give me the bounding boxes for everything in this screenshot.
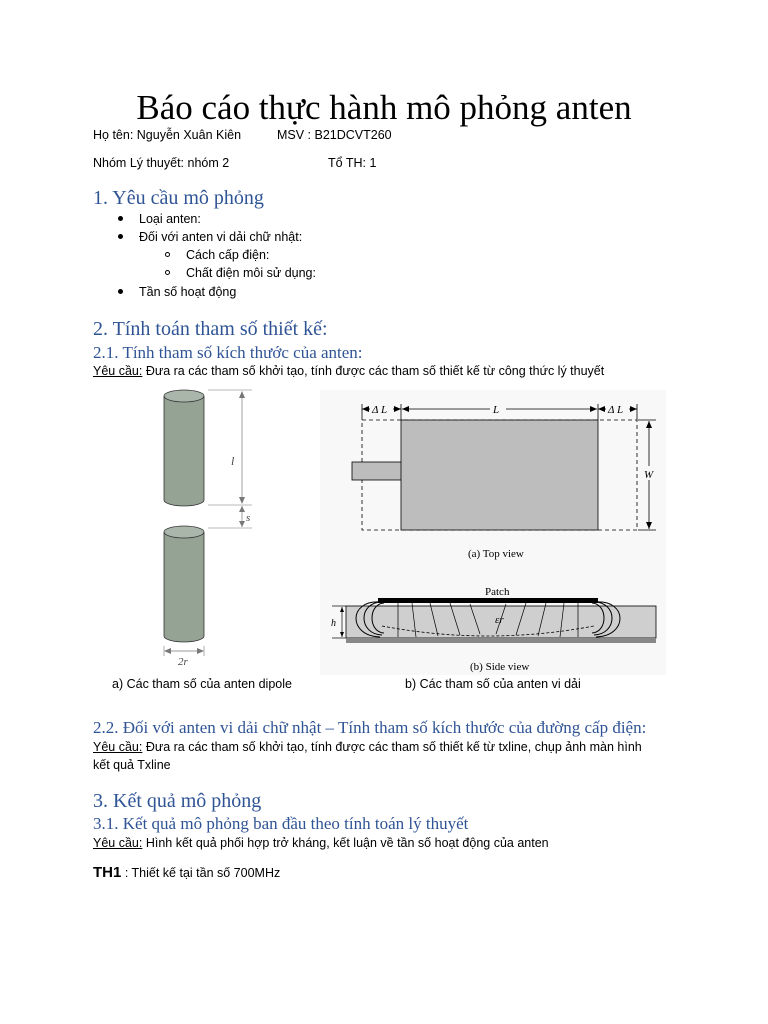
list-item-microstrip: Đối với anten vi dải chữ nhật: [139, 230, 303, 244]
bullet-icon [118, 289, 123, 294]
requirement-text: Đưa ra các tham số khởi tạo, tính được các tham số thiết kế từ công thức lý thuyết [142, 364, 605, 378]
delta-l-right-label: Δ L [608, 404, 624, 416]
list-item-frequency: Tần số hoạt động [139, 285, 237, 299]
case-1-text: : Thiết kế tại tần số 700MHz [121, 866, 281, 880]
section-1-heading: 1. Yêu cầu mô phỏng [93, 187, 264, 209]
list-item-antenna-type: Loại anten: [139, 212, 201, 226]
theory-group: Nhóm Lý thuyết: nhóm 2 [93, 156, 230, 170]
section-2-2-requirement-cont: kết quả Txline [93, 758, 171, 772]
patch-label: Patch [485, 586, 510, 598]
section-2-2-requirement [93, 739, 642, 755]
patch-figure-caption: b) Các tham số của anten vi dải [405, 677, 581, 691]
requirement-label: Yêu cầu: [93, 740, 143, 754]
section-2-1-heading: 2.1. Tính tham số kích thước của anten: [93, 343, 363, 362]
case-1-label: TH1 [93, 864, 122, 881]
dipole-upper-top [164, 390, 204, 402]
width-label: W [644, 469, 654, 481]
section-3-1-requirement [93, 835, 549, 851]
circle-bullet-icon [165, 252, 170, 257]
patch-side-view [378, 598, 598, 603]
section-3-1-heading: 3.1. Kết quả mô phỏng ban đầu theo tính toán lý thuyết [93, 814, 469, 833]
bullet-icon [118, 234, 123, 239]
dipole-gap-label: s [246, 512, 251, 524]
practice-team: Tổ TH: 1 [328, 156, 377, 170]
delta-l-left-label: Δ L [372, 404, 388, 416]
dipole-upper-arm [164, 396, 204, 506]
side-view-caption: (b) Side view [470, 661, 530, 673]
student-name: Họ tên: Nguyễn Xuân Kiên [93, 128, 242, 142]
case-1-line [93, 864, 280, 882]
dipole-diameter-label: 2r [178, 656, 188, 668]
permittivity-label: εr [495, 614, 504, 626]
top-view-caption: (a) Top view [468, 548, 524, 560]
section-2-1-requirement [93, 363, 604, 379]
student-id: MSV : B21DCVT260 [277, 128, 392, 142]
feed-line [352, 462, 402, 480]
ground-plane [346, 638, 656, 643]
microstrip-antenna-figure [320, 390, 666, 675]
sublist-item-dielectric: Chất điện môi sử dụng: [186, 266, 316, 280]
height-label: h [331, 618, 336, 629]
page-title: Báo cáo thực hành mô phỏng anten [136, 88, 632, 127]
dipole-length-label: l [231, 454, 235, 468]
requirement-label: Yêu cầu: [93, 836, 143, 850]
circle-bullet-icon [165, 270, 170, 275]
requirement-label: Yêu cầu: [93, 364, 143, 378]
dipole-figure-caption: a) Các tham số của anten dipole [112, 677, 292, 691]
dipole-lower-arm [164, 532, 204, 642]
requirement-text: Đưa ra các tham số khởi tạo, tính được các tham số thiết kế từ txline, chụp ảnh màn hình [142, 740, 642, 754]
section-3-heading: 3. Kết quả mô phỏng [93, 790, 262, 812]
section-2-2-heading: 2.2. Đối với anten vi dải chữ nhật – Tính tham số kích thước của đường cấp điện: [93, 718, 647, 737]
patch-top-view [401, 420, 598, 530]
section-2-heading: 2. Tính toán tham số thiết kế: [93, 318, 328, 340]
length-label: L [493, 404, 500, 416]
dipole-lower-top [164, 526, 204, 538]
dipole-antenna-figure [140, 388, 270, 668]
requirement-text: Hình kết quả phối hợp trở kháng, kết luận về tần số hoạt động của anten [142, 836, 549, 850]
bullet-icon [118, 216, 123, 221]
sublist-item-feed: Cách cấp điện: [186, 248, 270, 262]
